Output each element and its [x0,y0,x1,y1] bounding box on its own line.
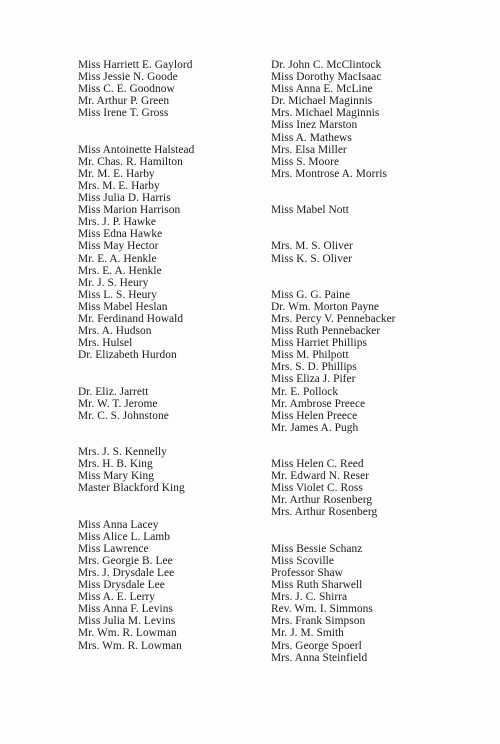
passenger-name: Mr. W. T. Jerome [78,397,158,410]
passenger-name: Miss Helen Preece [271,409,358,422]
passenger-name: Mrs. A. Hudson [78,325,152,338]
passenger-name: Miss Harriett E. Gaylord [78,59,193,71]
passenger-name: Dr. Wm. Morton Payne [271,300,380,313]
passenger-name: Dr. Michael Maginnis [271,95,373,108]
name-group [78,386,258,422]
passenger-name: Miss Harriet Phillips [271,337,367,350]
passenger-name: Master Blackford King [78,482,185,495]
name-group [78,59,258,119]
name-group [271,543,471,664]
passenger-name: Miss G. G. Paine [271,288,350,301]
passenger-name: Mrs. Georgie B. Lee [78,554,173,567]
left-column [78,59,258,652]
name-group [78,144,258,362]
passenger-name: Miss Alice L. Lamb [78,530,171,543]
passenger-name: Miss Scoville [271,554,334,567]
passenger-name: Dr. John C. McClintock [271,59,382,71]
passenger-name: Miss Anna E. McLine [271,83,373,96]
passenger-name: Miss Inez Marston [271,119,358,132]
passenger-name: Mrs. S. D. Phillips [271,361,357,374]
passenger-name: Mr. J. M. Smith [271,627,344,640]
passenger-name: Dr. Elizabeth Hurdon [78,349,177,362]
passenger-name: Mrs. J. S. Kennelly [78,446,167,458]
passenger-name: Mr. Arthur Rosenberg [271,494,373,507]
passenger-name: Mrs. M. S. Oliver [271,240,353,253]
name-group [271,289,471,434]
name-group [271,59,471,180]
passenger-name: Miss Julia M. Levins [78,615,176,628]
name-group [271,204,471,216]
passenger-name: Mr. Wm. R. Lowman [78,627,177,640]
passenger-name: Miss Anna F. Levins [78,603,173,616]
passenger-name: Mrs. Arthur Rosenberg [271,506,378,519]
passenger-name: Miss L. S. Heury [78,288,157,301]
passenger-name: Professor Shaw [271,566,343,579]
passenger-name: Miss Ruth Pennebacker [271,325,381,338]
passenger-name: Miss Violet C. Ross [271,482,363,495]
passenger-name: Mrs. Hulsel [78,337,133,350]
passenger-name: Mr. Ferdinand Howald [78,312,184,325]
passenger-name: Miss Jessie N. Goode [78,71,178,84]
passenger-name: Miss Lawrence [78,542,149,555]
passenger-name: Mrs. Percy V. Pennebacker [271,312,396,325]
passenger-name: Miss A. E. Lerry [78,591,156,604]
passenger-name: Miss M. Philpott [271,349,349,362]
passenger-name: Miss S. Moore [271,155,340,168]
passenger-name: Mr. Arthur P. Green [78,95,170,108]
passenger-name: Mrs. Elsa Miller [271,143,347,156]
passenger-name: Miss A. Mathews [271,131,352,144]
passenger-name: Miss C. E. Goodnow [78,83,175,96]
passenger-name: Mrs. Wm. R. Lowman [78,639,182,652]
passenger-name: Rev. Wm. I. Simmons [271,603,373,616]
passenger-name: Mrs. Anna Steinfield [271,651,368,664]
passenger-name: Mr. C. S. Johnstone [78,409,169,422]
passenger-name: Miss Bessie Schanz [271,542,363,555]
name-group [78,446,258,494]
passenger-name: Miss May Hector [78,240,159,253]
passenger-name: Mrs. Montrose A. Morris [271,167,388,180]
passenger-name: Mr. Chas. R. Hamilton [78,155,183,168]
passenger-name: Mrs. J. C. Shirra [271,591,348,604]
passenger-name: Miss K. S. Oliver [271,252,352,265]
passenger-name: Mrs. Michael Maginnis [271,107,380,120]
passenger-name: Mr. E. Pollock [271,385,339,398]
name-group [271,240,471,264]
passenger-name: Miss Anna Lacey [78,518,159,531]
passenger-name: Mrs. H. B. King [78,458,153,471]
right-column [271,59,471,664]
passenger-name: Mr. E. A. Henkle [78,252,157,265]
passenger-name: Mr. Ambrose Preece [271,397,366,410]
passenger-name: Miss Dorothy MacIsaac [271,71,382,84]
passenger-name: Mrs. J. P. Hawke [78,216,157,229]
passenger-name: Mr. James A. Pugh [271,421,359,434]
passenger-name: Mrs. E. A. Henkle [78,264,162,277]
passenger-name: Mr. Edward N. Reser [271,470,370,483]
passenger-name: Miss Mabel Nott [271,204,349,217]
passenger-name: Mr. J. S. Heury [78,276,149,289]
passenger-name: Miss Drysdale Lee [78,579,165,592]
passenger-name: Miss Helen C. Reed [271,458,364,471]
passenger-name: Mrs. Frank Simpson [271,615,366,628]
passenger-name: Mr. M. E. Harby [78,167,155,180]
passenger-name: Dr. Eliz. Jarrett [78,385,149,398]
passenger-name: Mrs. M. E. Harby [78,179,160,192]
passenger-name: Miss Irene T. Gross [78,107,169,120]
passenger-name: Miss Mary King [78,470,155,483]
passenger-name: Miss Antoinette Halstead [78,143,195,156]
passenger-name: Miss Marion Harrison [78,204,181,217]
passenger-name: Miss Mabel Heslan [78,300,168,313]
passenger-name: Miss Julia D. Harris [78,192,171,205]
passenger-name: Mrs. George Spoerl [271,639,362,652]
name-group [271,458,471,518]
name-group [78,519,258,652]
passenger-name: Miss Edna Hawke [78,228,163,241]
passenger-name: Miss Eliza J. Pifer [271,373,356,386]
passenger-name: Miss Ruth Sharwell [271,579,363,592]
passenger-name: Mrs. J. Drysdale Lee [78,566,175,579]
